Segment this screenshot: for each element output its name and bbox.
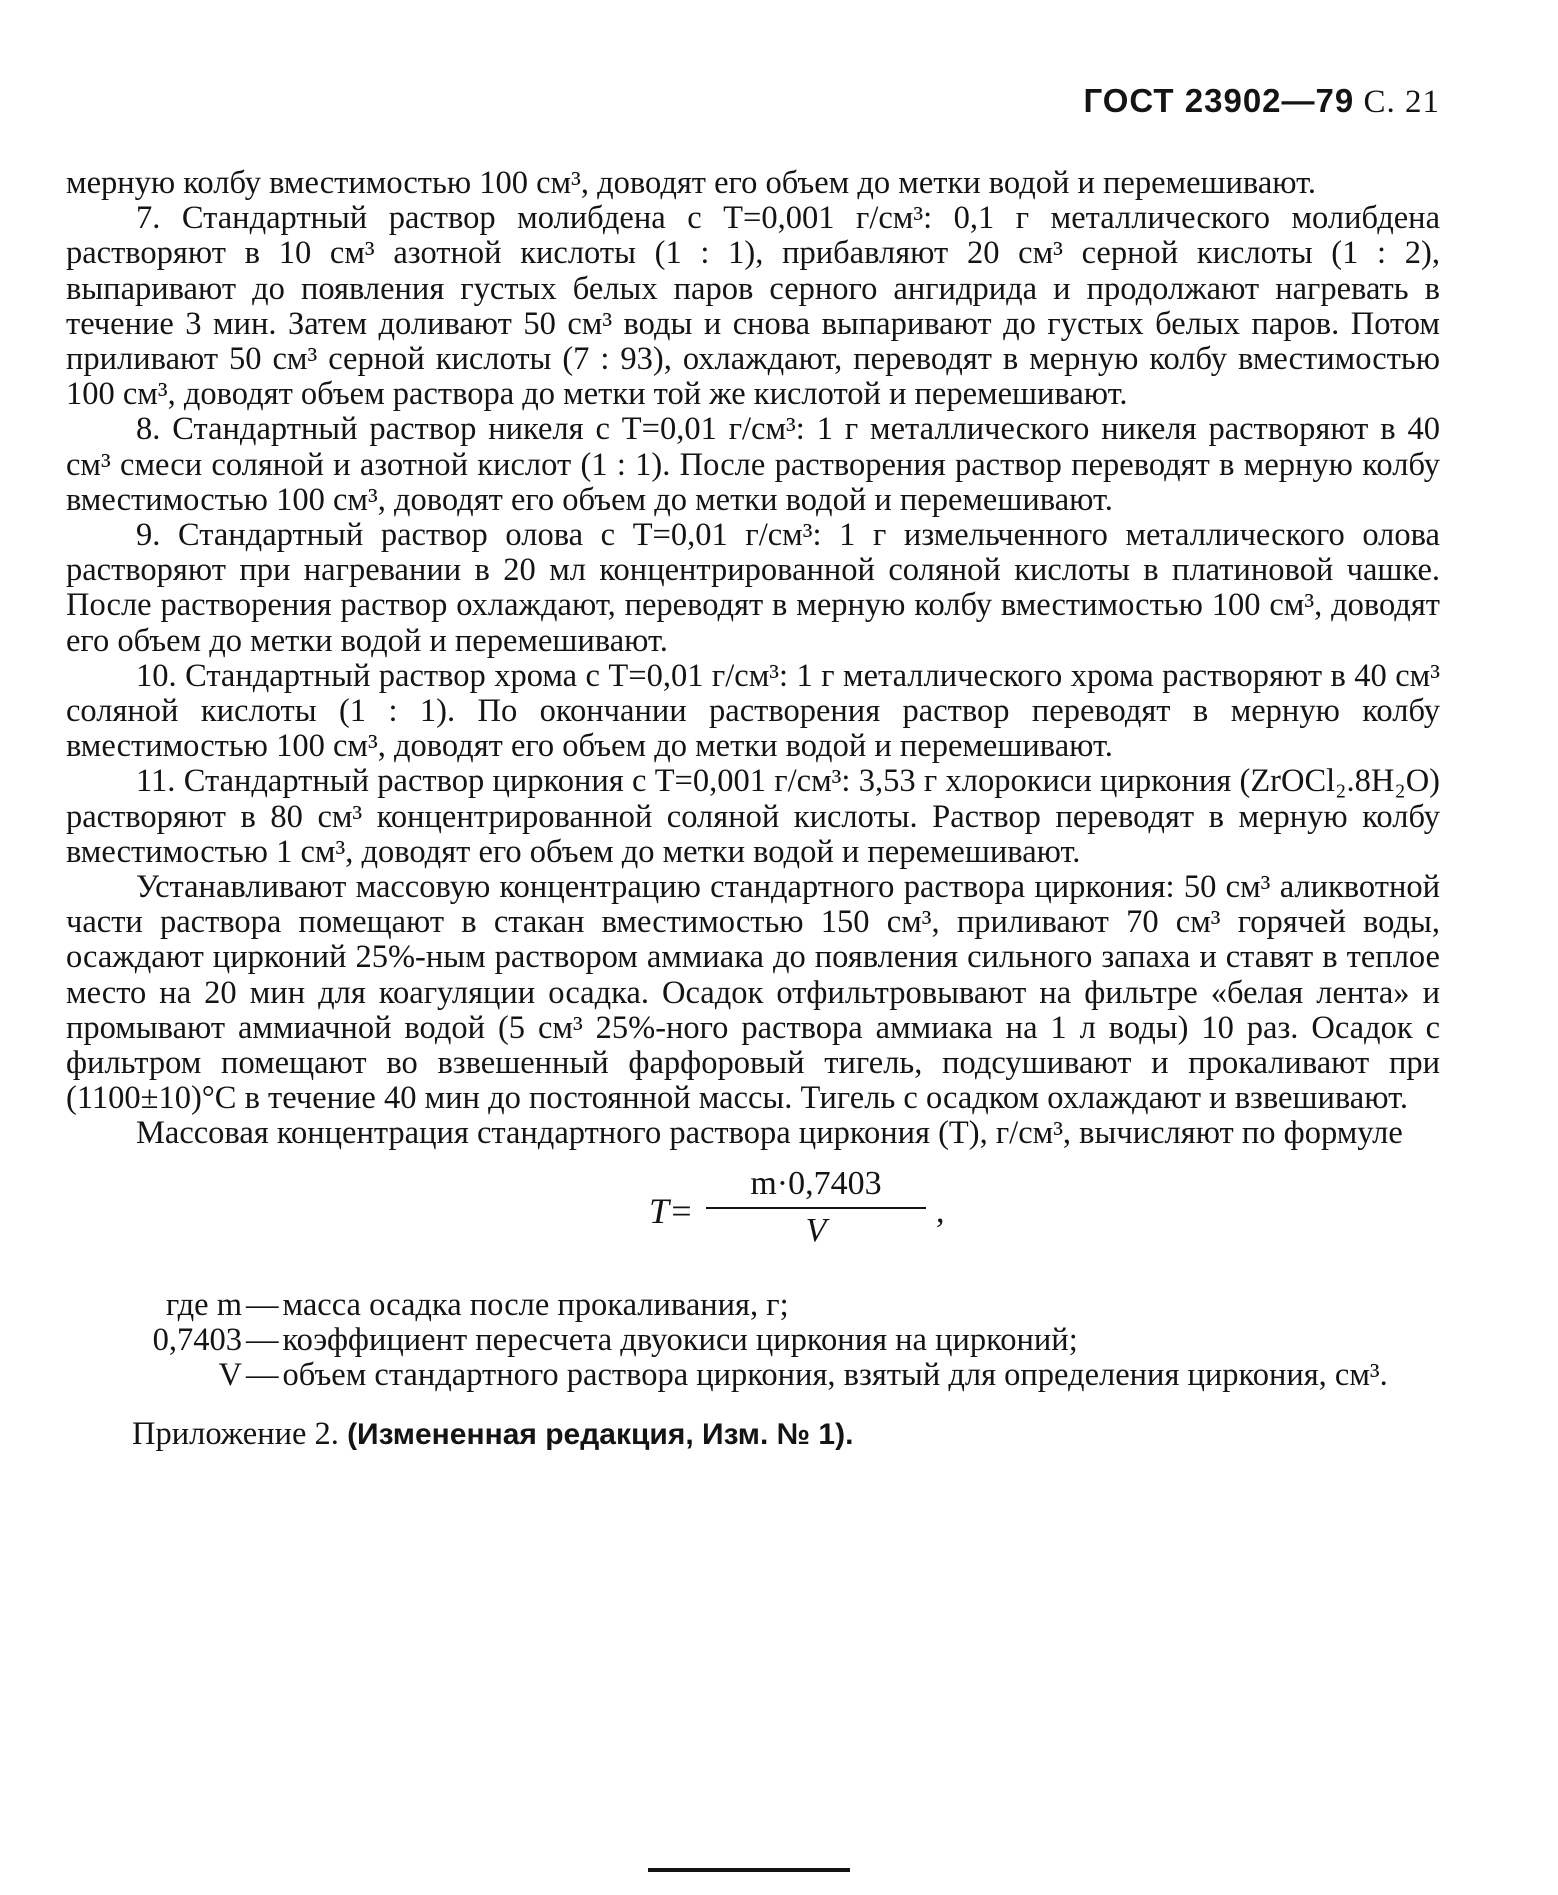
definition-symbol: 0,7403 bbox=[152, 1321, 242, 1358]
paragraph-zirconium: 11. Стандартный раствор циркония с T=0,001 г/см³: 3,53 г хлорокиси циркония (ZrOCl₂.8H₂O) растворяют в 80 см³ концентрированной соляной кислоты. Раствор переводят в мерную колбу вместимостью 1 см³, доводят его объем до метки водой и перемешивают. bbox=[66, 763, 1440, 870]
formula-definitions bbox=[66, 1288, 1440, 1394]
end-rule bbox=[648, 1868, 850, 1872]
paragraph-concentration-method: Устанавливают массовую концентрацию стандартного раствора циркония: 50 см³ аликвотной части раствора помещают в стакан вместимостью 150 см³, приливают 70 см³ горячей воды, осаждают цирконий 25%-ным раствором аммиака до появления сильного запаха и ставят в теплое место на 20 мин для коагуляции осадка. Осадок отфильтровывают на фильтре «белая лента» и промывают аммиачной водой (5 см³ 25%-ного раствора аммиака на 1 л воды) 10 раз. Осадок с фильтром помещают во взвешенный фарфоровый тигель, подсушивают и прокаливают при (1100±10)°С в течение 40 мин до постоянной массы. Тигель с осадком охлаждают и взвешивают. bbox=[66, 869, 1440, 1117]
appendix-note bbox=[66, 1417, 1440, 1452]
standard-number: ГОСТ 23902—79 bbox=[1083, 82, 1355, 119]
definition-symbol: V bbox=[218, 1357, 242, 1394]
paragraph-continuation: мерную колбу вместимостью 100 см³, доводят его объем до метки водой и перемешивают. bbox=[66, 165, 1316, 201]
definition-text: коэффициент пересчета двуокиси циркония на цирконий; bbox=[282, 1321, 1078, 1358]
formula-lhs: T= bbox=[649, 1190, 694, 1231]
definition-symbol: где m bbox=[165, 1286, 242, 1323]
formula bbox=[66, 1166, 1440, 1276]
definition-row bbox=[66, 1323, 1440, 1358]
definition-text: объем стандартного раствора циркония, взятый для определения циркония, см³. bbox=[282, 1357, 1388, 1394]
page-number: С. 21 bbox=[1363, 84, 1440, 120]
paragraph-nickel: 8. Стандартный раствор никеля с T=0,01 г/см³: 1 г металлического никеля растворяют в 40 см³ смеси соляной и азотной кислот (1 : 1). После растворения раствор переводят в мерную колбу вместимостью 100 см³, доводят его объем до метки водой и перемешивают. bbox=[66, 411, 1440, 518]
formula-numerator: m·0,7403 bbox=[706, 1166, 926, 1209]
formula-fraction bbox=[706, 1166, 926, 1248]
paragraph-tin: 9. Стандартный раствор олова с T=0,01 г/см³: 1 г измельченного металлического олова растворяют при нагревании в 20 мл концентрированной соляной кислоты в платиновой чашке. После растворения раствор охлаждают, переводят в мерную колбу вместимостью 100 см³, доводят его объем до метки водой и перемешивают. bbox=[66, 517, 1440, 659]
paragraph-chromium: 10. Стандартный раствор хрома с T=0,01 г/см³: 1 г металлического хрома растворяют в 40 см³ соляной кислоты (1 : 1). По окончании растворения раствор переводят в мерную колбу вместимостью 100 см³, доводят его объем до метки водой и перемешивают. bbox=[66, 657, 1440, 765]
definition-row bbox=[66, 1358, 1440, 1393]
definition-dash: — bbox=[246, 1357, 279, 1394]
paragraph-molybdenum: 7. Стандартный раствор молибдена с T=0,001 г/см³: 0,1 г металлического молибдена растворяют в 10 см³ азотной кислоты (1 : 1), прибавляют 20 см³ серной кислоты (1 : 2), выпаривают до появления густых белых паров серного ангидрида и продолжают нагревать в течение 3 мин. Затем доливают 50 см³ воды и снова выпаривают до густых белых паров. Потом приливают 50 см³ серной кислоты (7 : 93), охлаждают, переводят в мерную колбу вместимостью 100 см³, доводят объем раствора до метки той же кислотой и перемешивают. bbox=[66, 200, 1440, 413]
appendix-prefix: Приложение 2. bbox=[132, 1416, 339, 1453]
paragraph-formula-intro: Массовая концентрация стандартного раствора циркония (T), г/см³, вычисляют по формуле bbox=[136, 1115, 1403, 1152]
formula-denominator: V bbox=[805, 1211, 827, 1249]
definition-dash: — bbox=[246, 1321, 279, 1358]
definition-text: масса осадка после прокаливания, г; bbox=[282, 1286, 789, 1323]
definition-row bbox=[66, 1288, 1440, 1323]
document-body bbox=[66, 166, 1440, 1453]
definition-dash: — bbox=[246, 1286, 279, 1323]
formula-comma: , bbox=[936, 1192, 945, 1230]
page-header bbox=[1083, 82, 1440, 121]
appendix-revision: (Измененная редакция, Изм. № 1). bbox=[347, 1418, 854, 1452]
